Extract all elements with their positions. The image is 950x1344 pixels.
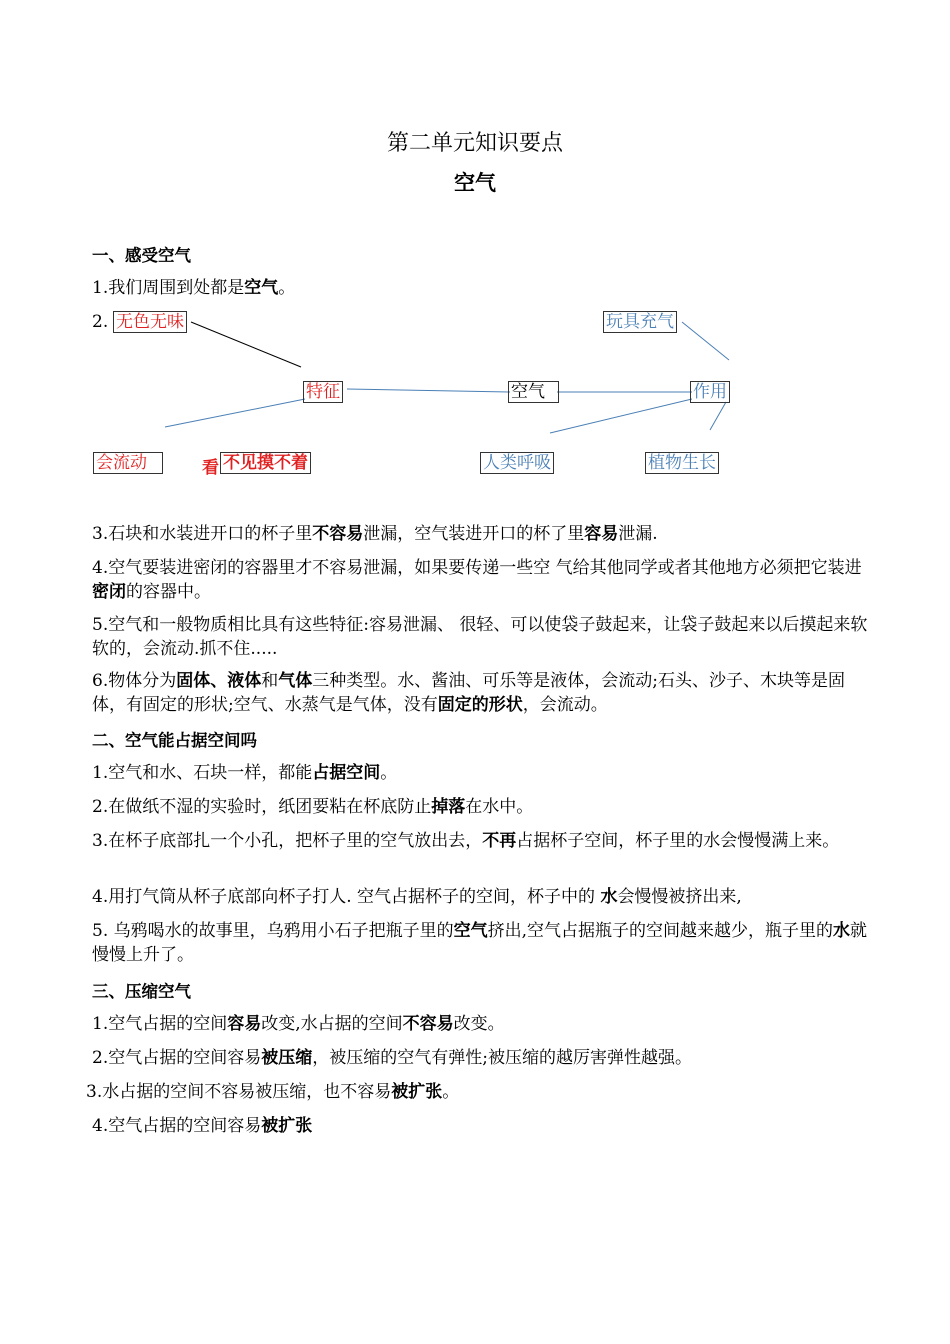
bold-text: 不容易 bbox=[402, 1014, 454, 1034]
bold-text: 掉落 bbox=[431, 797, 466, 817]
node-air: 空气 bbox=[508, 381, 559, 403]
text: 会慢慢被挤出来, bbox=[617, 887, 742, 907]
paragraph-2-2 bbox=[92, 795, 872, 819]
text: 1.我们周围到处都是 bbox=[92, 278, 245, 298]
paragraph-2-4 bbox=[92, 885, 872, 909]
document-title: 第二单元知识要点 bbox=[386, 131, 563, 156]
text: 。 bbox=[380, 763, 398, 783]
text: 挤出,空气占据瓶子的空间越来越少，瓶子里的 bbox=[487, 921, 834, 941]
text: ，被压缩的空气有弹性;被压缩的越厉害弹性越强。 bbox=[312, 1048, 692, 1068]
bold-text: 水 bbox=[833, 921, 851, 941]
node-feature: 特征 bbox=[303, 381, 343, 403]
bold-text: 容易 bbox=[584, 524, 619, 544]
text: 1.空气占据的空间 bbox=[92, 1014, 228, 1034]
node-breath: 人类呼吸 bbox=[480, 452, 554, 474]
paragraph-1-5: 5.空气和一般物质相比具有这些特征:容易泄漏、 很轻、可以使袋子鼓起来，让袋子鼓起来以后摸起来软软的，会流动.抓不住..... bbox=[92, 615, 868, 659]
text: 1.空气和水、石块一样，都能 bbox=[92, 763, 313, 783]
text: 5. 乌鸦喝水的故事里，乌鸦用小石子把瓶子里的 bbox=[92, 921, 454, 941]
text: 在水中。 bbox=[465, 797, 534, 817]
bold-text: 固体、液体 bbox=[176, 671, 262, 691]
bold-text: 密闭 bbox=[92, 582, 126, 602]
paragraph-2-5 bbox=[92, 919, 872, 967]
bold-text: 水 bbox=[600, 887, 618, 907]
text: 就慢慢上升了。 bbox=[92, 921, 868, 965]
text: 3.水占据的空间不容易被压缩，也不容易 bbox=[86, 1082, 392, 1102]
section-heading-2: 二、空气能占据空间吗 bbox=[92, 731, 257, 750]
paragraph-3-1 bbox=[92, 1012, 872, 1036]
connector-line bbox=[347, 389, 510, 392]
bold-text: 空气 bbox=[244, 278, 279, 298]
text: 4.空气要装进密闭的容器里才不容易泄漏，如果要传递一些空 气给其他同学或者其他地方必须把它装进 bbox=[92, 558, 862, 578]
text: 。 bbox=[278, 278, 296, 298]
text: 4.空气占据的空间容易 bbox=[92, 1116, 262, 1136]
node-toys: 玩具充气 bbox=[603, 311, 677, 333]
text: 的容器中。 bbox=[126, 582, 211, 602]
connector-line bbox=[191, 322, 301, 367]
node-invisible: 不见摸不着 bbox=[220, 452, 311, 474]
node-flow: 会流动 bbox=[93, 452, 163, 474]
text: 4.用打气筒从杯子底部向杯子打人. 空气占据杯子的空间，杯子中的 bbox=[92, 887, 601, 907]
paragraph-3-2 bbox=[92, 1046, 872, 1070]
bold-text: 占据空间 bbox=[312, 763, 381, 783]
bold-text: 不容易 bbox=[312, 524, 364, 544]
text: 3.石块和水装进开口的杯子里 bbox=[92, 524, 313, 544]
text: 。 bbox=[442, 1082, 460, 1102]
connector-line bbox=[550, 399, 692, 433]
section-heading-3: 三、压缩空气 bbox=[92, 982, 191, 1001]
node-invisible-prefix: 看 bbox=[202, 458, 219, 478]
text: 2.在做纸不湿的实验时，纸团要粘在杯底防止 bbox=[92, 797, 432, 817]
bold-text: 空气 bbox=[453, 921, 488, 941]
text: 6.物体分为 bbox=[92, 671, 177, 691]
bold-text: 固定的形状 bbox=[437, 695, 523, 715]
paragraph-1-3 bbox=[92, 522, 872, 546]
section-heading-1: 一、感受空气 bbox=[92, 246, 191, 265]
connector-line bbox=[165, 399, 305, 427]
concept-diagram-lines bbox=[0, 0, 950, 500]
paragraph-3-4 bbox=[92, 1114, 872, 1138]
document-subtitle: 空气 bbox=[454, 171, 496, 195]
text: 占据杯子空间，杯子里的水会慢慢满上来。 bbox=[516, 831, 840, 851]
paragraph-1-6 bbox=[92, 669, 872, 717]
text: 泄漏. bbox=[618, 524, 658, 544]
paragraph-2-3 bbox=[92, 829, 872, 853]
paragraph-1-4 bbox=[92, 556, 872, 604]
bold-text: 被扩张 bbox=[261, 1116, 313, 1136]
text: 2.空气占据的空间容易 bbox=[92, 1048, 262, 1068]
diagram-number: 2. bbox=[92, 312, 109, 332]
paragraph-2-1 bbox=[92, 761, 872, 785]
text: 改变,水占据的空间 bbox=[261, 1014, 403, 1034]
text: 和 bbox=[261, 671, 279, 691]
node-colorless: 无色无味 bbox=[113, 311, 187, 333]
connector-line bbox=[710, 402, 726, 430]
node-plant: 植物生长 bbox=[645, 452, 719, 474]
text: 3.在杯子底部扎一个小孔，把杯子里的空气放出去， bbox=[92, 831, 483, 851]
bold-text: 容易 bbox=[227, 1014, 262, 1034]
text: 改变。 bbox=[453, 1014, 505, 1034]
bold-text: 被压缩 bbox=[261, 1048, 313, 1068]
bold-text: 被扩张 bbox=[391, 1082, 443, 1102]
text: 三种类型。水、酱油、可乐等是液体，会流动;石头、沙子、木块等是固体，有固定的形状;空气、水蒸气是气体，没有 bbox=[92, 671, 845, 715]
text: ，会流动。 bbox=[522, 695, 608, 715]
paragraph-3-3 bbox=[86, 1080, 866, 1104]
text: 泄漏，空气装进开口的杯了里 bbox=[363, 524, 585, 544]
bold-text: 不再 bbox=[482, 831, 517, 851]
bold-text: 气体 bbox=[278, 671, 313, 691]
connector-line bbox=[682, 322, 729, 360]
node-use: 作用 bbox=[690, 381, 730, 403]
